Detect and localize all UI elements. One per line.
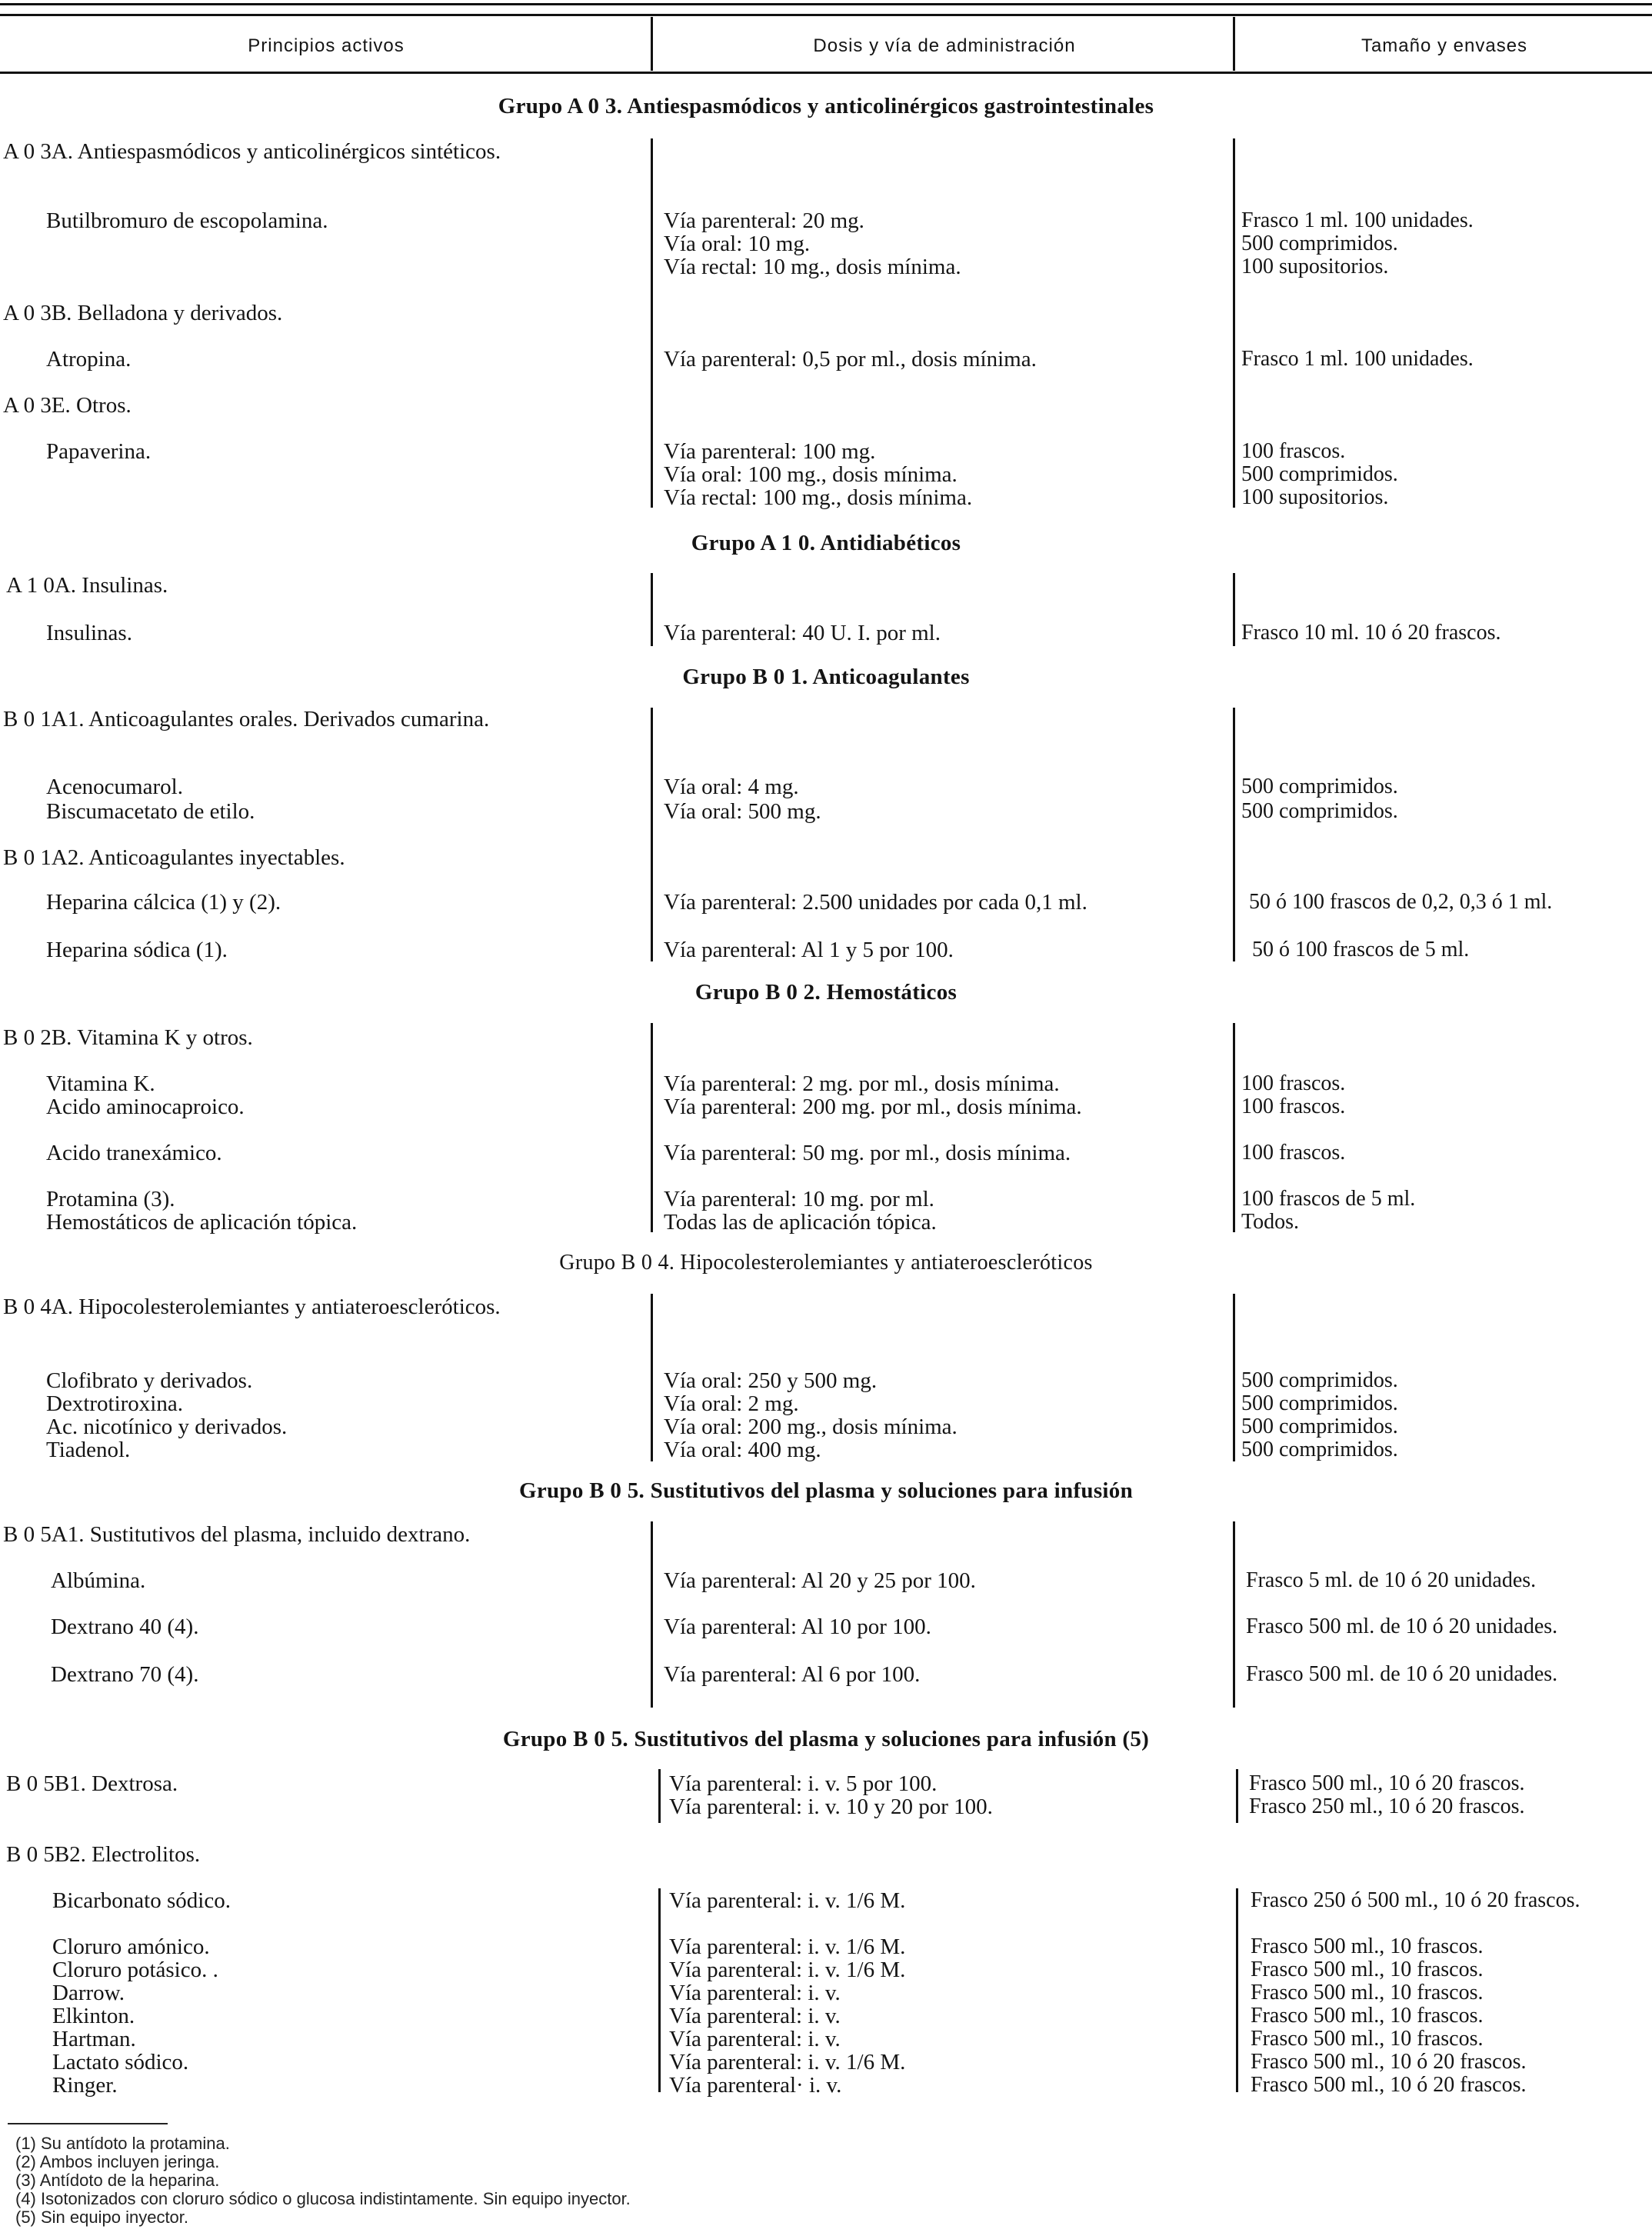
package-size: 100 frascos.: [1241, 1095, 1346, 1118]
dose-route: Vía oral: 250 y 500 mg.: [664, 1368, 878, 1393]
active-ingredient: Hemostáticos de aplicación tópica.: [46, 1210, 358, 1235]
dose-line: Vía parenteral: i. v. 5 por 100.: [669, 1771, 938, 1796]
dose-route: Vía parenteral: 50 mg. por ml., dosis mínima.: [664, 1141, 1071, 1165]
top-rule: [0, 3, 1652, 5]
size-line: 100 supositorios.: [1241, 255, 1389, 278]
active-ingredient: Atropina.: [46, 347, 132, 372]
column-divider: [1233, 138, 1235, 508]
column-divider: [651, 138, 653, 508]
subgroup-label: B 0 4A. Hipocolesterolemiantes y antiateroescleróticos.: [3, 1295, 501, 1319]
dose-line: Vía oral: 100 mg., dosis mínima.: [664, 462, 958, 487]
active-ingredient: Darrow.: [52, 1981, 125, 2005]
size-line: 100 frascos.: [1241, 439, 1346, 463]
package-size: 50 ó 100 frascos de 5 ml.: [1252, 938, 1470, 961]
dose-line: Vía rectal: 100 mg., dosis mínima.: [664, 485, 973, 510]
dose-route: Vía parenteral: 200 mg. por ml., dosis mínima.: [664, 1095, 1082, 1119]
active-ingredient: Heparina cálcica (1) y (2).: [46, 890, 281, 915]
group-heading: Grupo A 1 0. Antidiabéticos: [691, 531, 961, 555]
dose-route: [664, 440, 1225, 509]
column-divider: [651, 1521, 653, 1708]
package-size: 500 comprimidos.: [1241, 799, 1398, 823]
header-dosis: Dosis y vía de administración: [813, 35, 1076, 56]
dose-route: Vía parenteral: 2 mg. por ml., dosis mínima.: [664, 1071, 1060, 1096]
subgroup-label: B 0 5B2. Electrolitos.: [6, 1842, 201, 1867]
group-heading: Grupo B 0 4. Hipocolesterolemiantes y antiateroescleróticos: [559, 1251, 1093, 1275]
active-ingredient: Cloruro potásico. .: [52, 1958, 218, 1982]
active-ingredient: Butilbromuro de escopolamina.: [46, 208, 328, 233]
active-ingredient: Biscumacetato de etilo.: [46, 799, 255, 824]
active-ingredient: Ac. nicotínico y derivados.: [46, 1415, 288, 1439]
active-ingredient: Elkinton.: [52, 2004, 135, 2028]
active-ingredient: Lactato sódico.: [52, 2050, 189, 2074]
footnote-rule: [8, 2123, 168, 2124]
package-size: Frasco 250 ó 500 ml., 10 ó 20 frascos.: [1251, 1888, 1580, 1912]
subgroup-label: B 0 1A1. Anticoagulantes orales. Derivados cumarina.: [3, 707, 490, 731]
size-line: 100 supositorios.: [1241, 485, 1389, 509]
active-ingredient: Insulinas.: [46, 621, 132, 645]
active-ingredient: Heparina sódica (1).: [46, 938, 228, 962]
group-heading: Grupo B 0 1. Anticoagulantes: [682, 665, 970, 689]
package-size: [1249, 1772, 1652, 1818]
column-divider: [1233, 708, 1235, 961]
column-divider: [651, 1023, 653, 1232]
dose-route: Vía parenteral: Al 6 por 100.: [664, 1662, 921, 1687]
column-divider: [1233, 1294, 1235, 1461]
dose-route: Vía oral: 500 mg.: [664, 799, 821, 824]
size-line: Frasco 500 ml., 10 ó 20 frascos.: [1249, 1771, 1525, 1795]
footnote: (2) Ambos incluyen jeringa.: [15, 2152, 220, 2171]
dose-line: Vía parenteral: i. v. 10 y 20 por 100.: [669, 1794, 993, 1819]
package-size: Todos.: [1241, 1210, 1300, 1234]
subgroup-label: A 0 3A. Antiespasmódicos y anticolinérgicos sintéticos.: [3, 139, 501, 164]
dose-line: Vía rectal: 10 mg., dosis mínima.: [664, 255, 961, 279]
dose-route: Vía oral: 200 mg., dosis mínima.: [664, 1415, 958, 1439]
dose-route: Vía parenteral: i. v. 1/6 M.: [669, 2050, 906, 2074]
package-size: Frasco 500 ml. de 10 ó 20 unidades.: [1246, 1615, 1558, 1638]
active-ingredient: Clofibrato y derivados.: [46, 1368, 253, 1393]
package-size: Frasco 500 ml., 10 frascos.: [1251, 1981, 1484, 2004]
column-divider: [1233, 573, 1235, 646]
subgroup-label: B 0 2B. Vitamina K y otros.: [3, 1025, 253, 1050]
package-size: 100 frascos de 5 ml.: [1241, 1187, 1416, 1211]
dose-route: Vía oral: 4 mg.: [664, 775, 799, 799]
active-ingredient: Papaverina.: [46, 439, 152, 464]
dose-line: Vía oral: 10 mg.: [664, 232, 811, 256]
active-ingredient: Dextrano 70 (4).: [51, 1662, 199, 1687]
dose-route: Vía parenteral: 10 mg. por ml.: [664, 1187, 934, 1211]
group-heading: Grupo B 0 5. Sustitutivos del plasma y soluciones para infusión: [518, 1478, 1134, 1503]
dose-route: Vía parenteral: i. v.: [669, 2004, 841, 2028]
active-ingredient: Hartman.: [52, 2027, 136, 2051]
active-ingredient: Acenocumarol.: [46, 775, 183, 799]
active-ingredient: Bicarbonato sódico.: [52, 1888, 231, 1913]
footnote: (4) Isotonizados con cloruro sódico o glucosa indistintamente. Sin equipo inyector.: [15, 2189, 631, 2208]
subgroup-label: B 0 5B1. Dextrosa.: [6, 1771, 178, 1796]
package-size: 500 comprimidos.: [1241, 775, 1398, 798]
subgroup-label: A 1 0A. Insulinas.: [6, 573, 168, 598]
package-size: 500 comprimidos.: [1241, 1438, 1398, 1461]
size-line: 500 comprimidos.: [1241, 462, 1398, 486]
active-ingredient: Dextrano 40 (4).: [51, 1615, 199, 1639]
active-ingredient: Protamina (3).: [46, 1187, 175, 1211]
dose-route: [669, 1772, 1231, 1818]
package-size: 500 comprimidos.: [1241, 1391, 1398, 1415]
package-size: [1241, 440, 1652, 509]
package-size: 500 comprimidos.: [1241, 1415, 1398, 1438]
dose-route: [664, 209, 1225, 278]
dose-route: Vía parenteral: i. v. 1/6 M.: [669, 1888, 906, 1913]
size-line: 500 comprimidos.: [1241, 232, 1398, 255]
package-size: Frasco 10 ml. 10 ó 20 frascos.: [1241, 621, 1501, 645]
column-divider: [651, 1294, 653, 1461]
dose-route: Vía oral: 2 mg.: [664, 1391, 799, 1416]
dose-route: Vía parenteral: i. v.: [669, 2027, 841, 2051]
active-ingredient: Vitamina K.: [46, 1071, 155, 1096]
package-size: Frasco 1 ml. 100 unidades.: [1241, 347, 1474, 371]
group-heading: Grupo A 0 3. Antiespasmódicos y anticolinérgicos gastrointestinales: [498, 94, 1154, 118]
size-line: Frasco 1 ml. 100 unidades.: [1241, 208, 1474, 232]
dose-route: Vía parenteral: i. v. 1/6 M.: [669, 1934, 906, 1959]
dose-route: Vía parenteral: i. v.: [669, 1981, 841, 2005]
package-size: Frasco 500 ml., 10 frascos.: [1251, 1934, 1484, 1958]
dose-route: Vía parenteral· i. v.: [669, 2073, 842, 2098]
package-size: 100 frascos.: [1241, 1141, 1346, 1165]
dose-route: Vía parenteral: Al 10 por 100.: [664, 1615, 931, 1639]
footnote: (1) Su antídoto la protamina.: [15, 2134, 230, 2153]
active-ingredient: Acido aminocaproico.: [46, 1095, 245, 1119]
dose-route: Vía oral: 400 mg.: [664, 1438, 821, 1462]
package-size: Frasco 500 ml., 10 frascos.: [1251, 2027, 1484, 2051]
footnote: (3) Antídoto de la heparina.: [15, 2171, 220, 2190]
package-size: [1241, 209, 1652, 278]
active-ingredient: Tiadenol.: [46, 1438, 131, 1462]
footnote: (5) Sin equipo inyector.: [15, 2208, 189, 2227]
dose-route: Vía parenteral: 0,5 por ml., dosis mínima.: [664, 347, 1037, 372]
header-top-rule: [0, 14, 1652, 16]
header-principios-activos: Principios activos: [248, 35, 405, 56]
package-size: Frasco 500 ml., 10 ó 20 frascos.: [1251, 2073, 1527, 2097]
header-divider: [1233, 17, 1235, 71]
column-divider: [1233, 1023, 1235, 1232]
active-ingredient: Cloruro amónico.: [52, 1934, 210, 1959]
active-ingredient: Ringer.: [52, 2073, 118, 2098]
package-size: Frasco 500 ml., 10 ó 20 frascos.: [1251, 2050, 1527, 2074]
column-divider: [1236, 1769, 1238, 1823]
group-heading: Grupo B 0 2. Hemostáticos: [694, 980, 958, 1005]
dose-route: Vía parenteral: 2.500 unidades por cada 0,1 ml.: [664, 890, 1087, 915]
column-divider: [651, 708, 653, 961]
dose-line: Vía parenteral: 100 mg.: [664, 439, 876, 464]
package-size: 50 ó 100 frascos de 0,2, 0,3 ó 1 ml.: [1249, 890, 1553, 914]
column-divider: [658, 1888, 661, 2092]
dose-route: Todas las de aplicación tópica.: [664, 1210, 937, 1235]
dose-route: Vía parenteral: i. v. 1/6 M.: [669, 1958, 906, 1982]
header-divider: [651, 17, 653, 71]
header-tamano-envases: Tamaño y envases: [1361, 35, 1528, 56]
column-divider: [658, 1769, 661, 1823]
package-size: 500 comprimidos.: [1241, 1368, 1398, 1392]
active-ingredient: Dextrotiroxina.: [46, 1391, 183, 1416]
header-bottom-rule: [0, 72, 1652, 74]
package-size: Frasco 5 ml. de 10 ó 20 unidades.: [1246, 1568, 1537, 1592]
dose-route: Vía parenteral: 40 U. I. por ml.: [664, 621, 941, 645]
subgroup-label: B 0 1A2. Anticoagulantes inyectables.: [3, 845, 345, 870]
column-divider: [1233, 1521, 1235, 1708]
subgroup-label: A 0 3B. Belladona y derivados.: [3, 301, 283, 325]
subgroup-label: A 0 3E. Otros.: [3, 393, 132, 418]
column-divider: [1236, 1888, 1238, 2092]
dose-line: Vía parenteral: 20 mg.: [664, 208, 864, 233]
dose-route: Vía parenteral: Al 20 y 25 por 100.: [664, 1568, 976, 1593]
active-ingredient: Acido tranexámico.: [46, 1141, 222, 1165]
size-line: Frasco 250 ml., 10 ó 20 frascos.: [1249, 1794, 1525, 1818]
group-heading: Grupo B 0 5. Sustitutivos del plasma y soluciones para infusión (5): [502, 1727, 1150, 1751]
package-size: Frasco 500 ml., 10 frascos.: [1251, 1958, 1484, 1981]
dose-route: Vía parenteral: Al 1 y 5 por 100.: [664, 938, 954, 962]
package-size: Frasco 500 ml., 10 frascos.: [1251, 2004, 1484, 2028]
active-ingredient: Albúmina.: [51, 1568, 146, 1593]
subgroup-label: B 0 5A1. Sustitutivos del plasma, incluido dextrano.: [3, 1522, 471, 1547]
package-size: 100 frascos.: [1241, 1071, 1346, 1095]
package-size: Frasco 500 ml. de 10 ó 20 unidades.: [1246, 1662, 1558, 1686]
